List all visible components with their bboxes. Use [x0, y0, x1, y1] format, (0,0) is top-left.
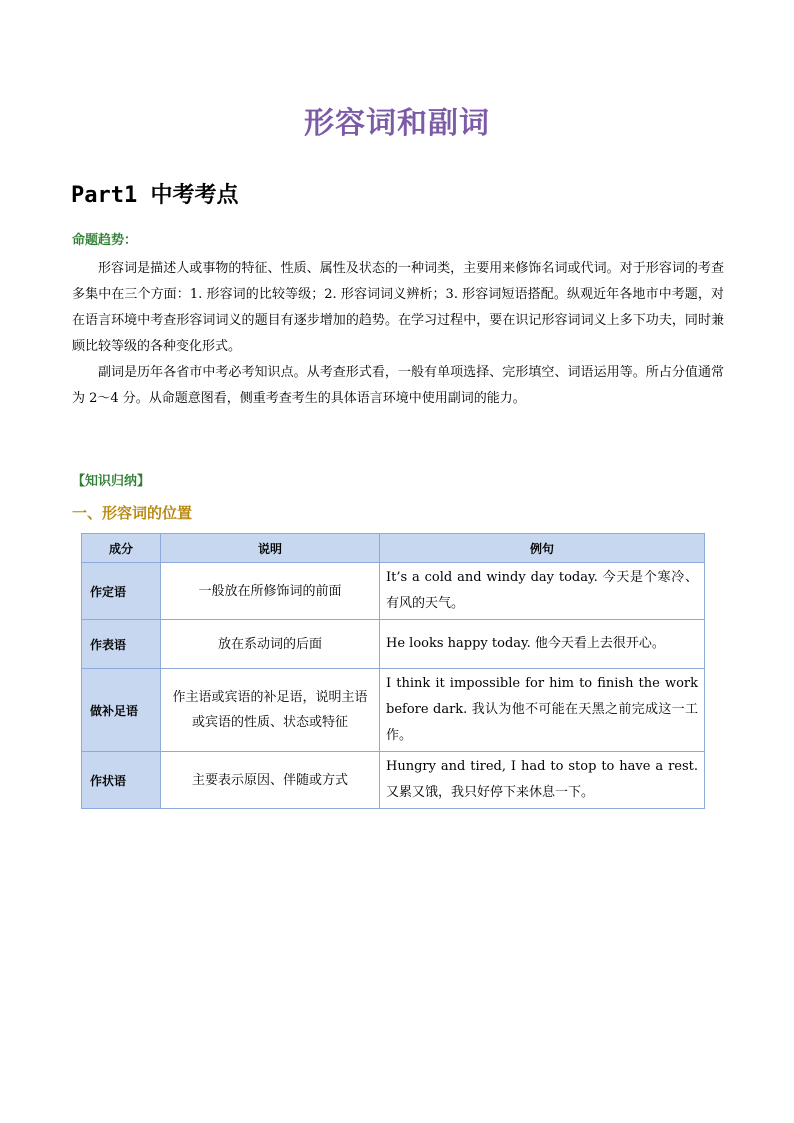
section-heading: 一、形容词的位置: [72, 504, 193, 522]
part-heading: Part1 中考考点: [71, 183, 239, 208]
header-example: 例句: [380, 534, 705, 563]
role-cell: 作定语: [82, 563, 161, 620]
table-row: [82, 669, 705, 752]
role-cell: 做补足语: [82, 669, 161, 752]
table-row: [82, 620, 705, 669]
role-cell: 作表语: [82, 620, 161, 669]
document-title: 形容词和副词: [304, 106, 490, 141]
example-cell: It’s a cold and windy day today. 今天是个寒冷、有风的天气。: [380, 563, 705, 620]
table-row: [82, 563, 705, 620]
description-cell: 主要表示原因、伴随或方式: [161, 752, 380, 809]
table-header-row: [82, 534, 705, 563]
paragraph-adverbs: 副词是历年各省市中考必考知识点。从考查形式看，一般有单项选择、完形填空、词语运用等。所占分值通常为 2～4 分。从命题意图看，侧重考查考生的具体语言环境中使用副词的能力。: [72, 365, 724, 406]
knowledge-label: 【知识归纳】: [72, 474, 151, 489]
example-cell: I think it impossible for him to finish the work before dark. 我认为他不可能在天黑之前完成这一工作。: [380, 669, 705, 752]
example-cell: He looks happy today. 他今天看上去很开心。: [380, 620, 705, 669]
trend-label: 命题趋势：: [72, 233, 138, 248]
example-cell: Hungry and tired, I had to stop to have a rest. 又累又饿，我只好停下来休息一下。: [380, 752, 705, 809]
paragraph-adjectives: 形容词是描述人或事物的特征、性质、属性及状态的一种词类，主要用来修饰名词或代词。对于形容词的考查多集中在三个方面：1. 形容词的比较等级；2. 形容词词义辨析；3. 形容词短语搭配。纵观近年各地市中考题，对在语言环境中考查形容词词义的题目有逐步增加的趋势。在学习过程中，要在识记形容词词义上多下功夫，同时兼顾比较等级的各种变化形式。: [72, 261, 724, 354]
header-description: 说明: [161, 534, 380, 563]
description-cell: 放在系动词的后面: [161, 620, 380, 669]
table-row: [82, 752, 705, 809]
description-cell: 作主语或宾语的补足语，说明主语或宾语的性质、状态或特征: [161, 669, 380, 752]
role-cell: 作状语: [82, 752, 161, 809]
header-role: 成分: [82, 534, 161, 563]
description-cell: 一般放在所修饰词的前面: [161, 563, 380, 620]
adjective-position-table: [81, 533, 705, 809]
